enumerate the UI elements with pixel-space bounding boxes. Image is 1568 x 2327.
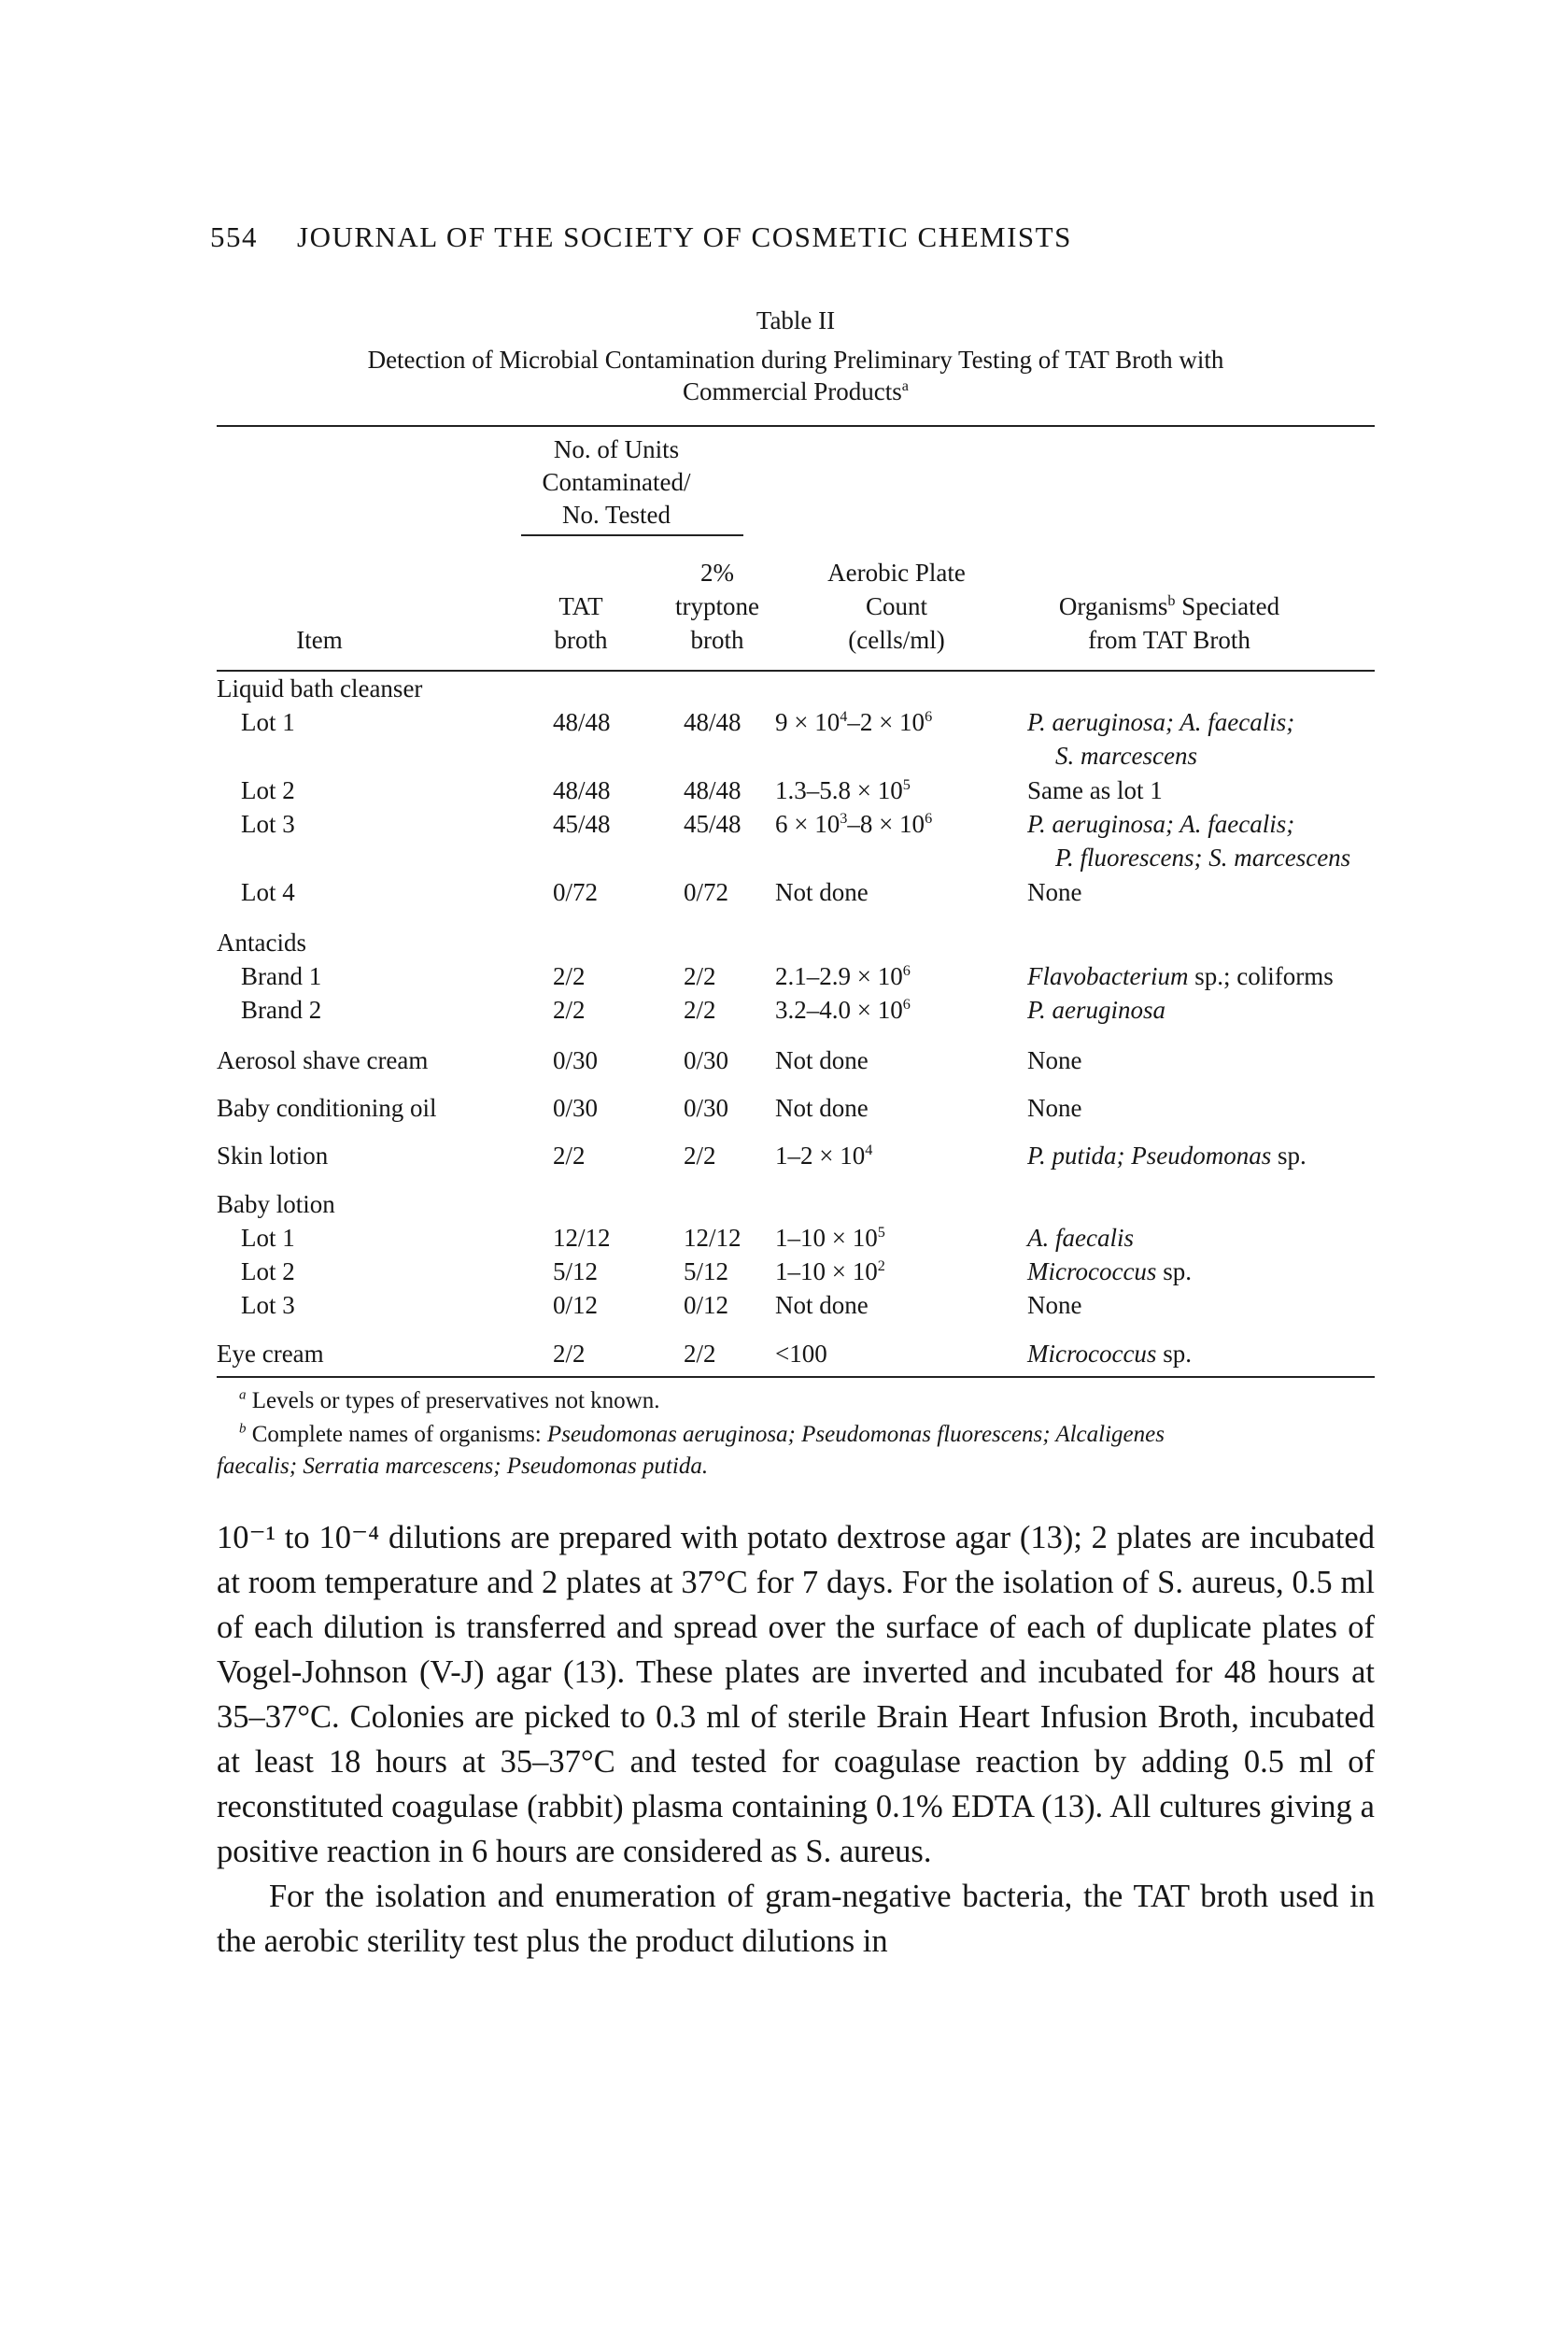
row-item-text: Lot 2 xyxy=(241,776,295,804)
footnote-a xyxy=(239,1388,659,1414)
row-organisms-cont xyxy=(1055,845,1350,871)
row-count-value xyxy=(775,1341,827,1367)
table-label: Table II xyxy=(756,306,836,334)
row-item xyxy=(217,676,422,702)
row-tat-value xyxy=(553,1293,598,1318)
row-tryptone-text: 0/72 xyxy=(684,878,729,906)
footnote-b-text: Complete names of organisms: xyxy=(246,1422,547,1447)
row-organisms xyxy=(1027,778,1163,803)
row-tryptone-value xyxy=(684,812,742,837)
row-tat-value xyxy=(553,1143,586,1169)
row-count-exponent: 5 xyxy=(877,1224,885,1241)
row-item-text: Aerosol shave cream xyxy=(217,1046,429,1074)
row-count-value xyxy=(775,812,932,837)
row-count-value xyxy=(775,778,911,803)
row-count-value xyxy=(775,964,911,989)
row-count-value xyxy=(775,1259,885,1284)
row-organisms-text: A. faecalis xyxy=(1027,1224,1134,1252)
row-organisms-text: P. putida; Pseudomonas xyxy=(1027,1142,1272,1170)
row-count-exponent: 4 xyxy=(865,1142,873,1158)
row-tryptone-text: 2/2 xyxy=(684,996,716,1024)
group-header-line xyxy=(554,437,679,462)
row-item-text: Lot 3 xyxy=(241,1291,295,1319)
row-count-text: 1.3–5.8 × 10 xyxy=(775,776,903,804)
row-count-exponent: 5 xyxy=(902,776,911,793)
row-tat-value xyxy=(553,778,611,803)
row-organisms-text: Same as lot 1 xyxy=(1027,776,1163,804)
row-tat-value xyxy=(553,1096,598,1121)
journal-title: JOURNAL OF THE SOCIETY OF COSMETIC CHEMISTS xyxy=(297,220,1072,253)
row-tryptone-value xyxy=(684,1143,716,1169)
group-header-text: No. of Units xyxy=(553,435,680,463)
row-count-exponent: 4 xyxy=(840,708,848,725)
row-count-value xyxy=(775,998,911,1023)
row-organisms-text: S. marcescens xyxy=(1055,742,1197,770)
col-header-count-text: Count xyxy=(865,592,928,620)
footnote-b-mark: b xyxy=(239,1421,247,1437)
row-organisms xyxy=(1027,710,1294,735)
row-item xyxy=(241,998,321,1023)
row-tat-text: 12/12 xyxy=(553,1224,611,1252)
col-header-organisms xyxy=(1059,594,1279,619)
row-tryptone-value xyxy=(684,1293,728,1318)
group-header-line xyxy=(543,470,691,495)
col-header-count xyxy=(848,628,944,653)
row-tryptone-text: 5/12 xyxy=(684,1257,729,1285)
row-tat-text: 0/12 xyxy=(553,1291,599,1319)
row-tryptone-value xyxy=(684,1259,728,1284)
row-organisms xyxy=(1027,880,1081,905)
col-header-tat-text: broth xyxy=(554,626,608,654)
col-header-tat-text: TAT xyxy=(558,592,603,620)
col-header-organisms-text: Organisms xyxy=(1058,592,1168,620)
footnote-b-cont xyxy=(217,1454,708,1480)
row-organisms-text: P. fluorescens; S. marcescens xyxy=(1055,844,1351,872)
row-tat-text: 0/72 xyxy=(553,878,599,906)
row-organisms xyxy=(1027,1096,1081,1121)
footnote-a-mark: a xyxy=(239,1387,247,1403)
col-header-organisms-text: from TAT Broth xyxy=(1088,626,1250,654)
row-item xyxy=(217,1192,335,1217)
row-organisms xyxy=(1027,1259,1192,1284)
row-item-text: Antacids xyxy=(217,929,306,957)
row-tryptone-value xyxy=(684,1096,728,1121)
row-tryptone-value xyxy=(684,998,716,1023)
row-item-text: Baby conditioning oil xyxy=(217,1094,437,1122)
row-tryptone-text: 48/48 xyxy=(684,708,742,736)
row-organisms-text: sp. xyxy=(1156,1257,1192,1285)
table-title-text: Commercial Products xyxy=(683,377,902,405)
row-tryptone-text: 2/2 xyxy=(684,1340,716,1368)
col-header-tryptone xyxy=(675,594,759,619)
row-tat-text: 48/48 xyxy=(553,708,611,736)
row-count-value xyxy=(775,1096,869,1121)
row-organisms-text: sp.; coliforms xyxy=(1188,962,1334,990)
row-organisms-text: None xyxy=(1027,1046,1082,1074)
row-tryptone-value xyxy=(684,880,728,905)
row-item xyxy=(241,1293,295,1318)
row-item-text: Eye cream xyxy=(217,1340,324,1368)
row-organisms xyxy=(1027,812,1294,837)
row-count-text: Not done xyxy=(775,878,869,906)
row-item xyxy=(217,1048,428,1073)
row-count-text: Not done xyxy=(775,1046,869,1074)
row-tat-text: 2/2 xyxy=(553,962,586,990)
row-item xyxy=(241,880,295,905)
row-tryptone-text: 12/12 xyxy=(684,1224,742,1252)
col-header-count xyxy=(827,560,966,586)
row-count-text: Not done xyxy=(775,1291,869,1319)
col-header-count xyxy=(866,594,927,619)
footnote-a-text: Levels or types of preservatives not known. xyxy=(246,1388,660,1413)
row-count-text: –2 × 10 xyxy=(847,708,925,736)
col-header-count-text: (cells/ml) xyxy=(848,626,945,654)
row-count-text: 1–2 × 10 xyxy=(775,1142,866,1170)
row-organisms xyxy=(1027,1226,1134,1251)
row-item xyxy=(241,1259,295,1284)
table-title-footnote-mark: a xyxy=(901,377,909,394)
row-item-text: Skin lotion xyxy=(217,1142,329,1170)
row-count-text: 1–10 × 10 xyxy=(775,1224,878,1252)
row-organisms-text: None xyxy=(1027,1291,1082,1319)
row-organisms xyxy=(1027,1293,1081,1318)
footnote-b-names: faecalis; Serratia marcescens; Pseudomonas putida. xyxy=(217,1454,709,1479)
col-header-tryptone-text: broth xyxy=(690,626,744,654)
group-header-text: No. Tested xyxy=(561,501,671,529)
row-organisms xyxy=(1027,1341,1192,1367)
row-item-text: Lot 2 xyxy=(241,1257,295,1285)
row-tryptone-value xyxy=(684,1226,742,1251)
col-header-tryptone xyxy=(700,560,734,586)
row-item xyxy=(241,1226,295,1251)
group-header-text: Contaminated/ xyxy=(542,468,691,496)
running-head xyxy=(210,220,1072,254)
col-header-tat xyxy=(555,628,608,653)
row-tat-text: 0/30 xyxy=(553,1094,599,1122)
page-number: 554 xyxy=(210,220,258,253)
row-item xyxy=(241,812,295,837)
row-organisms-text: Micrococcus xyxy=(1027,1340,1157,1368)
row-tryptone-text: 2/2 xyxy=(684,1142,716,1170)
row-count-exponent: 6 xyxy=(925,810,933,827)
row-item-text: Brand 1 xyxy=(241,962,322,990)
body-paragraph-1: 10⁻¹ to 10⁻⁴ dilutions are prepared with potato dextrose agar (13); 2 plates are incubated at room temperature and 2 plates at 37°C for 7 days. For the isolation of S. aureus, 0.5 ml of each dilution is transferred and spread over the surface of each of duplicate plates of Vogel-Johnson (V-J) agar (13). These plates are inverted and incubated for 48 hours at 35–37°C. Colonies are picked to 0.3 ml of sterile Brain Heart Infusion Broth, incubated at least 18 hours at 35–37°C and tested for coagulase reaction by adding 0.5 ml of reconstituted coagulase (rabbit) plasma containing 0.1% EDTA (13). All cultures giving a positive reaction in 6 hours are considered as S. aureus. xyxy=(217,1520,1375,1869)
row-item xyxy=(241,964,321,989)
row-item-text: Baby lotion xyxy=(217,1190,335,1218)
row-organisms-text: None xyxy=(1027,878,1082,906)
row-count-text: 3.2–4.0 × 10 xyxy=(775,996,903,1024)
body-text xyxy=(217,1515,1375,1964)
row-count-text: 6 × 10 xyxy=(775,810,841,838)
row-count-value xyxy=(775,1143,872,1169)
row-count-exponent: 2 xyxy=(877,1257,885,1274)
row-tat-text: 48/48 xyxy=(553,776,611,804)
row-organisms-text: Flavobacterium xyxy=(1027,962,1189,990)
row-tryptone-text: 0/30 xyxy=(684,1094,729,1122)
row-count-exponent: 6 xyxy=(925,708,933,725)
row-tat-text: 2/2 xyxy=(553,1340,586,1368)
row-organisms xyxy=(1027,964,1334,989)
row-tryptone-text: 0/12 xyxy=(684,1291,729,1319)
row-tryptone-value xyxy=(684,1048,728,1073)
row-count-value xyxy=(775,880,869,905)
row-organisms xyxy=(1027,1048,1081,1073)
row-organisms-text: Micrococcus xyxy=(1027,1257,1157,1285)
row-item xyxy=(217,1143,328,1169)
row-tryptone-value xyxy=(684,710,742,735)
row-tryptone-text: 48/48 xyxy=(684,776,742,804)
table-title-line2 xyxy=(217,377,1375,406)
row-tat-value xyxy=(553,1341,586,1367)
footnote-b xyxy=(239,1422,1165,1448)
row-item xyxy=(217,1341,324,1367)
col-header-item xyxy=(296,628,342,653)
body-paragraph-2: For the isolation and enumeration of gram-negative bacteria, the TAT broth used in the aerobic sterility test plus the product dilutions in xyxy=(217,1879,1375,1959)
row-tryptone-text: 0/30 xyxy=(684,1046,729,1074)
row-item-text: Brand 2 xyxy=(241,996,322,1024)
row-count-exponent: 6 xyxy=(902,962,911,979)
row-count-exponent: 6 xyxy=(902,996,911,1013)
row-organisms-text: None xyxy=(1027,1094,1082,1122)
row-count-value xyxy=(775,1293,869,1318)
header-bottom-rule xyxy=(217,670,1375,672)
row-item xyxy=(241,778,295,803)
row-tat-value xyxy=(553,812,611,837)
row-tat-text: 2/2 xyxy=(553,996,586,1024)
row-count-text: 2.1–2.9 × 10 xyxy=(775,962,903,990)
row-item-text: Lot 3 xyxy=(241,810,295,838)
row-tryptone-text: 2/2 xyxy=(684,962,716,990)
row-tryptone-value xyxy=(684,964,716,989)
row-tat-text: 45/48 xyxy=(553,810,611,838)
row-tat-value xyxy=(553,880,598,905)
row-tat-text: 0/30 xyxy=(553,1046,599,1074)
row-organisms-text: P. aeruginosa xyxy=(1027,996,1166,1024)
row-tryptone-value xyxy=(684,778,742,803)
row-tat-text: 5/12 xyxy=(553,1257,599,1285)
row-tat-value xyxy=(553,1048,598,1073)
row-count-text: <100 xyxy=(775,1340,827,1368)
row-count-text: 1–10 × 10 xyxy=(775,1257,878,1285)
row-organisms xyxy=(1027,1143,1307,1169)
footnote-b-names: Pseudomonas aeruginosa; Pseudomonas fluorescens; Alcaligenes xyxy=(546,1422,1165,1447)
row-item-text: Lot 1 xyxy=(241,708,295,736)
group-header-rule xyxy=(521,534,743,536)
group-header-line xyxy=(562,503,671,528)
row-tat-value xyxy=(553,964,586,989)
col-header-count-text: Aerobic Plate xyxy=(827,559,966,587)
row-count-value xyxy=(775,1048,869,1073)
row-organisms-text: sp. xyxy=(1156,1340,1192,1368)
row-organisms xyxy=(1027,998,1165,1023)
col-header-tryptone xyxy=(691,628,744,653)
row-item xyxy=(217,1096,437,1121)
col-header-item-text: Item xyxy=(296,626,343,654)
table-top-rule xyxy=(217,425,1375,427)
row-item xyxy=(241,710,295,735)
col-header-organisms-text: Speciated xyxy=(1175,592,1280,620)
row-item-text: Lot 4 xyxy=(241,878,295,906)
row-organisms-text: sp. xyxy=(1271,1142,1307,1170)
row-tryptone-text: 45/48 xyxy=(684,810,742,838)
row-item xyxy=(217,930,306,956)
col-header-tryptone-text: 2% xyxy=(700,559,734,587)
col-header-tat xyxy=(558,594,602,619)
row-tryptone-value xyxy=(684,1341,716,1367)
row-count-exponent: 3 xyxy=(840,810,848,827)
row-item-text: Liquid bath cleanser xyxy=(217,674,423,702)
table-title-line1: Detection of Microbial Contamination during Preliminary Testing of TAT Broth with xyxy=(367,346,1224,374)
row-organisms-cont xyxy=(1055,744,1197,769)
row-organisms-text: P. aeruginosa; A. faecalis; xyxy=(1027,810,1295,838)
row-tat-value xyxy=(553,710,611,735)
row-tat-value xyxy=(553,1226,611,1251)
row-count-text: 9 × 10 xyxy=(775,708,841,736)
table-bottom-rule xyxy=(217,1376,1375,1378)
row-tat-value xyxy=(553,1259,598,1284)
row-count-value xyxy=(775,710,932,735)
row-count-value xyxy=(775,1226,885,1251)
row-item-text: Lot 1 xyxy=(241,1224,295,1252)
row-tat-value xyxy=(553,998,586,1023)
col-header-organisms-mark: b xyxy=(1167,592,1176,609)
row-count-text: Not done xyxy=(775,1094,869,1122)
col-header-organisms xyxy=(1088,628,1250,653)
row-count-text: –8 × 10 xyxy=(847,810,925,838)
row-tat-text: 2/2 xyxy=(553,1142,586,1170)
col-header-tryptone-text: tryptone xyxy=(675,592,759,620)
row-organisms-text: P. aeruginosa; A. faecalis; xyxy=(1027,708,1295,736)
